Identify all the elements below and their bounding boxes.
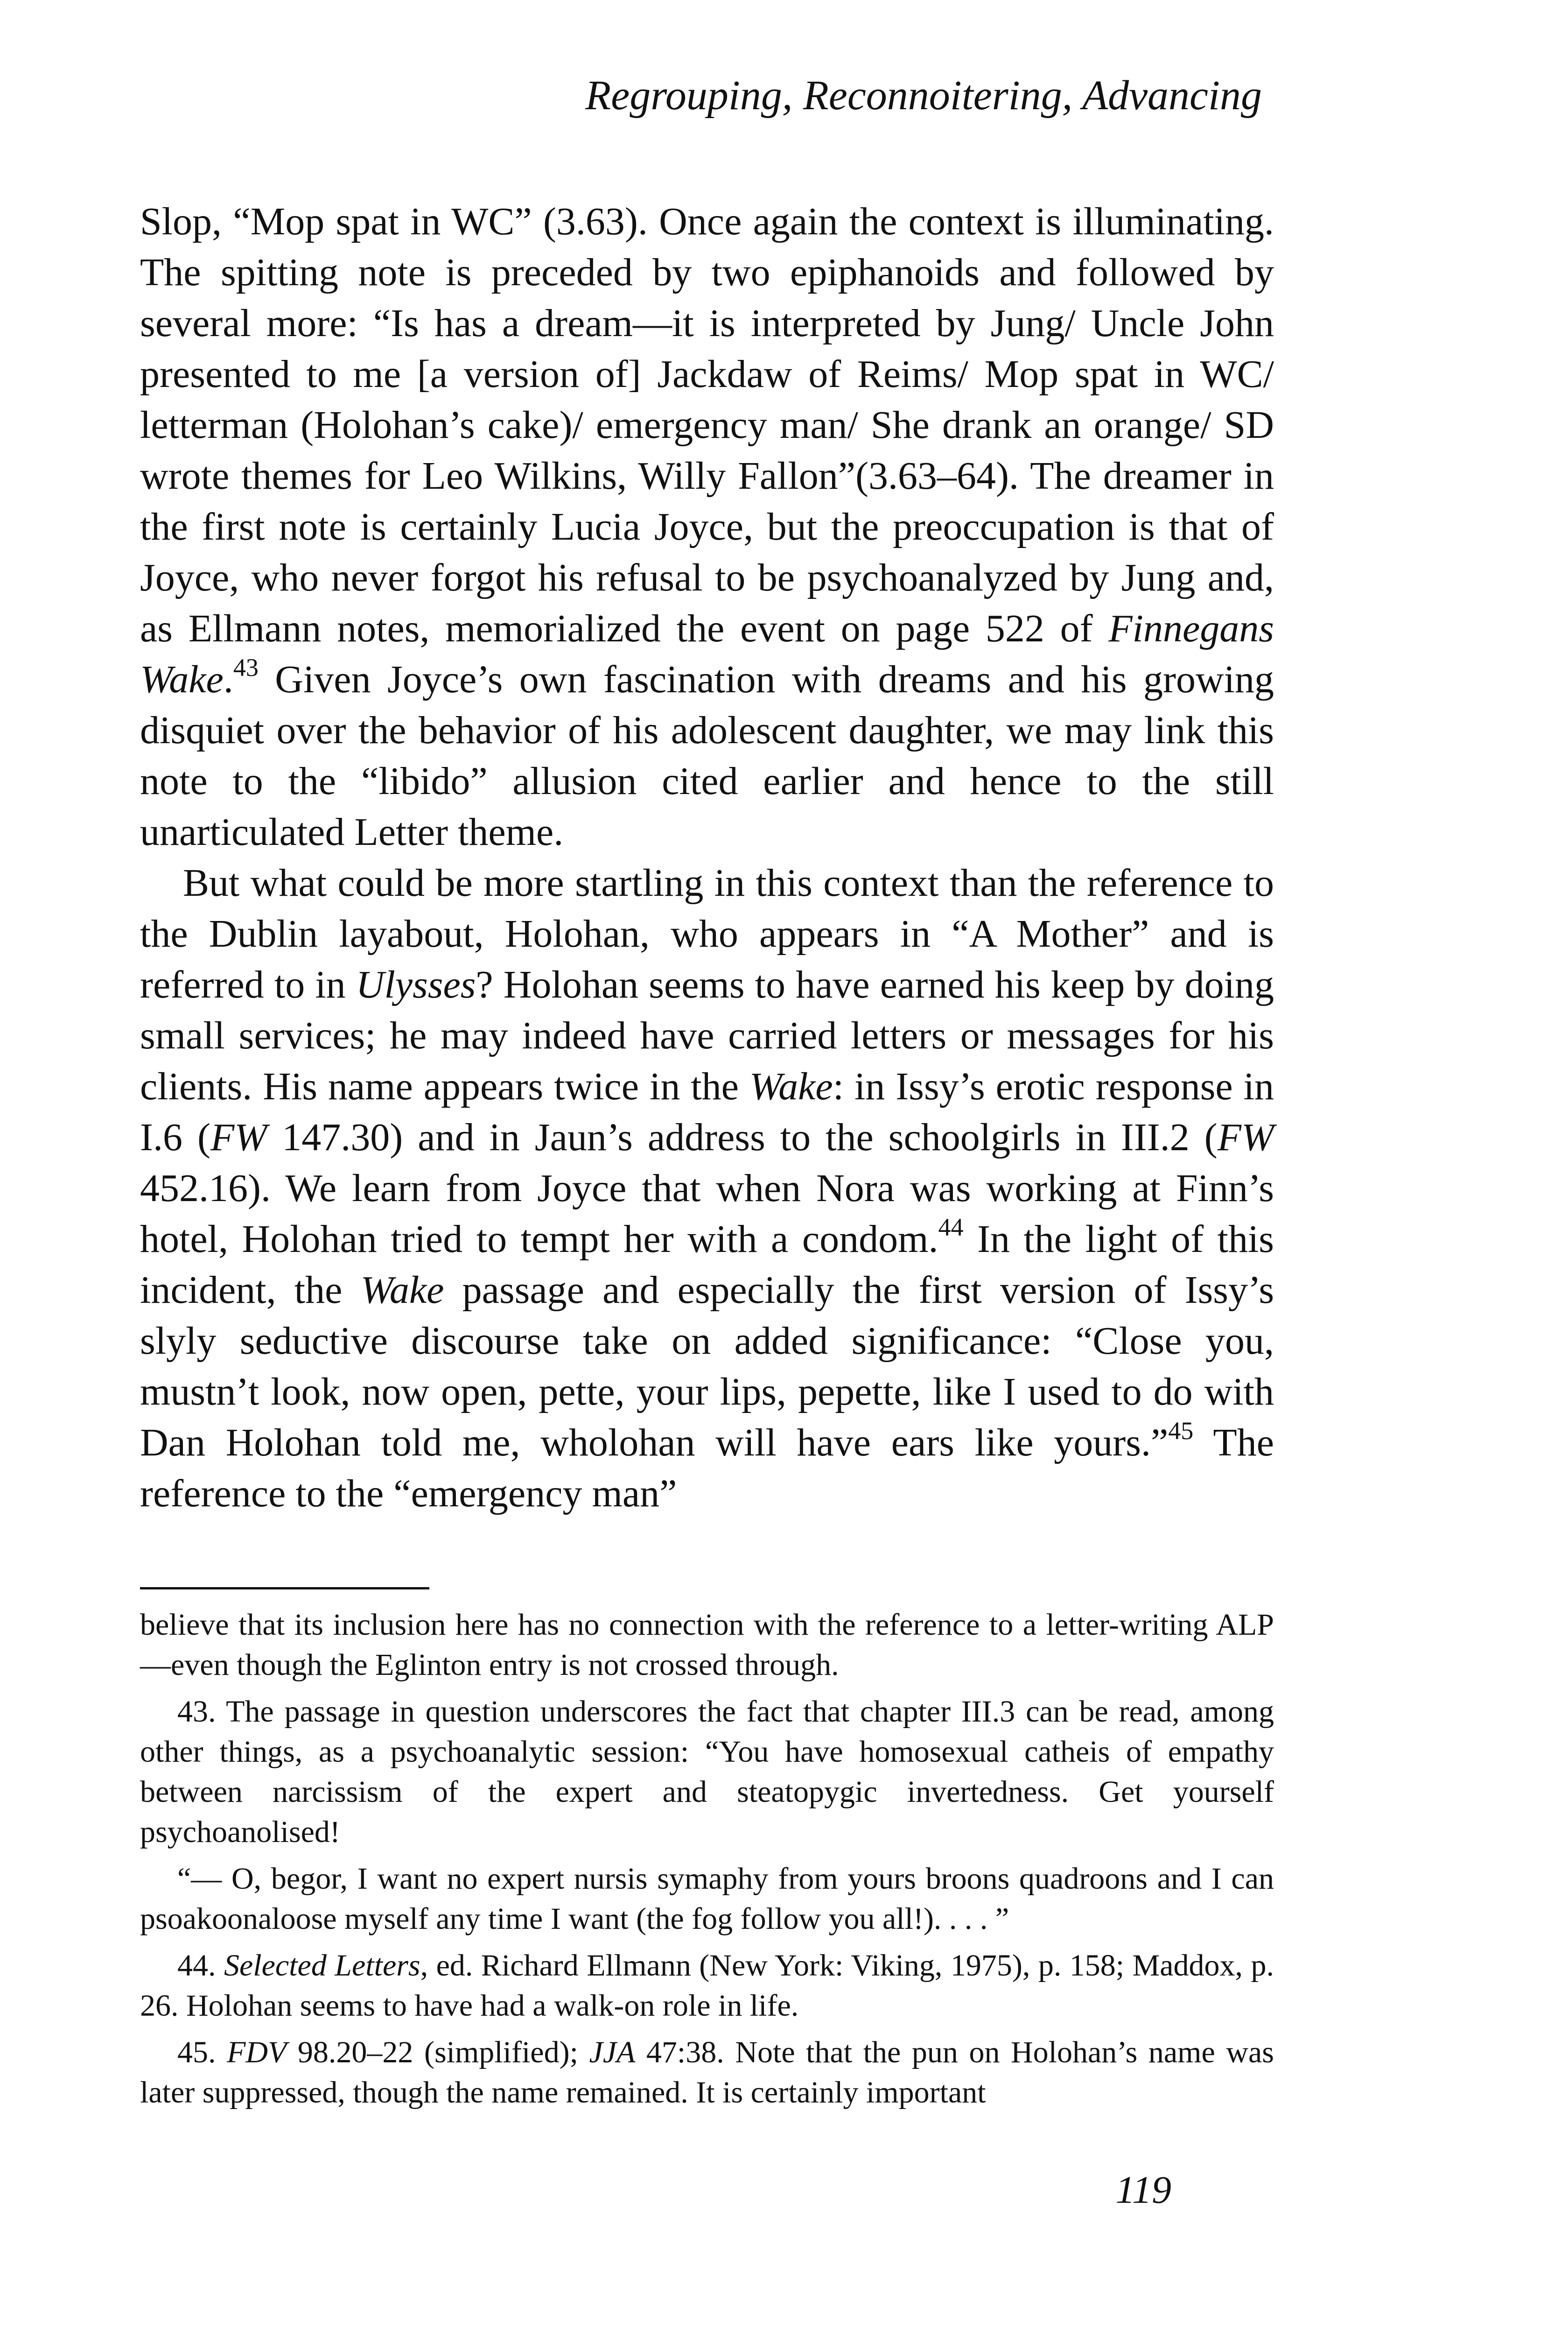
footnote-continuation: believe that its inclusion here has no connection with the reference to a letter-writing ALP—even though the Eglinton entry is not crossed through. <box>140 1608 1274 1682</box>
paragraph-2: But what could be more startling in this context than the reference to the Dublin layabout, Holohan, who appears in “A Mother” and is referred to in Ulysses? Holohan seems to have earned his keep by doing small services; he may indeed have carried letters or messages for his clients. His name appears twice in the Wake: in Issy’s erotic response in I.6 (FW 147.30) and in Jaun’s address to the schoolgirls in III.2 (FW 452.16). We learn from Joyce that when Nora was working at Finn’s hotel, Holohan tried to tempt her with a condom.$^{44}$ In the light of this incident, the Wake passage and especially the first version of Issy’s slyly seductive discourse take on added significance: “Close you, mustn’t look, now open, pette, your lips, pepette, like I used to do with Dan Holohan told me, wholohan will have ears like yours.”$^{45}$ The reference to the “emergency man” <box>140 861 1274 1515</box>
italic-title: Selected Letters <box>224 1948 420 1982</box>
italic-title: Finnegans Wake <box>140 607 1274 701</box>
italic-abbrev: FW <box>1217 1116 1274 1159</box>
footnote-ref-45: 45 <box>1168 1417 1194 1445</box>
footnotes <box>140 1605 1274 2119</box>
italic-title: Wake <box>749 1065 833 1108</box>
footnote-44: 44. Selected Letters, ed. Richard Ellmann (New York: Viking, 1975), p. 158; Maddox, p. 26. Holohan seems to have had a walk-on role in life. <box>140 1948 1274 2023</box>
paragraph-1: Slop, “Mop spat in WC” (3.63). Once again the context is illuminating. The spitting note is preceded by two epiphanoids and followed by several more: “Is has a dream—it is interpreted by Jung/ Uncle John presented to me [a version of] Jackdaw of Reims/ Mop spat in WC/ letterman (Holohan’s cake)/ emergency man/ She drank an orange/ SD wrote themes for Leo Wilkins, Willy Fallon”(3.63–64). The dreamer in the first note is certainly Lucia Joyce, but the preoccupation is that of Joyce, who never forgot his refusal to be psychoanalyzed by Jung and, as Ellmann notes, memorialized the event on page 522 of Finnegans Wake.$^{43}$ Given Joyce’s own fascination with dreams and his growing disquiet over the behavior of his adolescent daughter, we may link this note to the “libido” allusion cited earlier and hence to the still unarticulated Letter theme. <box>140 200 1274 854</box>
running-head: Regrouping, Reconnoitering, Advancing <box>585 72 1262 119</box>
main-text <box>140 196 1274 1519</box>
footnote-rule <box>140 1587 429 1589</box>
footnote-ref-44: 44 <box>938 1213 964 1241</box>
page-number: 119 <box>1115 2168 1171 2212</box>
italic-title: Wake <box>360 1268 444 1312</box>
italic-abbrev: JJA <box>589 2035 636 2069</box>
italic-title: Ulysses <box>356 963 476 1006</box>
italic-abbrev: FW <box>210 1116 267 1159</box>
footnote-45: 45. FDV 98.20–22 (simplified); JJA 47:38. Note that the pun on Holohan’s name was later suppressed, though the name remained. It is certainly important <box>140 2035 1274 2109</box>
italic-abbrev: FDV <box>227 2035 287 2069</box>
footnote-43-quote: “— O, begor, I want no expert nursis symaphy from yours broons quadroons and I can psoakoonaloose myself any time I want (the fog follow you all!). . . . ” <box>140 1862 1274 1936</box>
footnote-ref-43: 43 <box>233 654 259 682</box>
footnote-43: 43. The passage in question underscores the fact that chapter III.3 can be read, among other things, as a psychoanalytic session: “You have homosexual catheis of empathy between narcissism of the expert and steatopygic invertedness. Get yourself psychoanolised! <box>140 1694 1274 1849</box>
